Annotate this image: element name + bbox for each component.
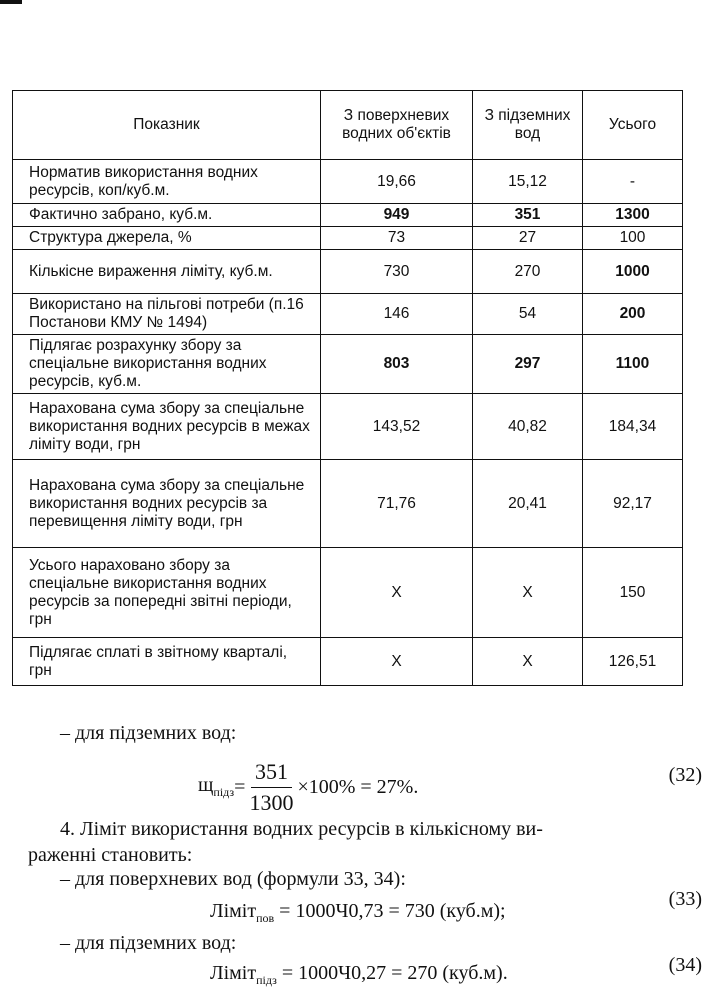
cell-ground: 54 xyxy=(473,294,583,335)
cell-ground: X xyxy=(473,548,583,638)
cell-surface: 143,52 xyxy=(321,394,473,460)
table-row xyxy=(13,638,683,686)
cell-ground: 20,41 xyxy=(473,460,583,548)
row-label: Усього нараховано збору за спеціальне використання водних ресурсів за попередні звітні періоди, грн xyxy=(13,548,321,638)
cell-total: 126,51 xyxy=(583,638,683,686)
cell-total: 150 xyxy=(583,548,683,638)
formula-32-denominator: 1300 xyxy=(249,789,294,815)
row-label: Використано на пільгові потреби (п.16 Постанови КМУ № 1494) xyxy=(13,294,321,335)
row-label: Структура джерела, % xyxy=(13,227,321,250)
header-indicator: Показник xyxy=(13,91,321,160)
formula-32-rest: ×100% = 27%. xyxy=(297,775,419,798)
cell-total: 1000 xyxy=(583,250,683,294)
table-row xyxy=(13,204,683,227)
cell-surface: 19,66 xyxy=(321,160,473,204)
formula-34: Ліміт$_{підз}$ = 1000Ч0,27 = 270 (куб.м). xyxy=(210,962,508,987)
header-total: Усього xyxy=(583,91,683,160)
line-ground-waters-2: – для підземних вод: xyxy=(60,932,237,954)
cell-total: 200 xyxy=(583,294,683,335)
cell-total: 1300 xyxy=(583,204,683,227)
table-row xyxy=(13,294,683,335)
table-row xyxy=(13,250,683,294)
cell-surface: 73 xyxy=(321,227,473,250)
formula-33: Ліміт$_{пов}$ = 1000Ч0,73 = 730 (куб.м); xyxy=(210,900,506,925)
table-row xyxy=(13,394,683,460)
formula-32-numerator: 351 xyxy=(251,759,292,788)
formula-32-fraction xyxy=(249,759,293,816)
table-header-row xyxy=(13,91,683,160)
cell-surface: 146 xyxy=(321,294,473,335)
line-ground-waters: – для підземних вод: xyxy=(60,722,237,744)
cell-ground: 15,12 xyxy=(473,160,583,204)
cell-total: 92,17 xyxy=(583,460,683,548)
table-row xyxy=(13,335,683,394)
cell-total: 1100 xyxy=(583,335,683,394)
row-label: Підлягає розрахунку збору за спеціальне використання водних ресурсів, куб.м. xyxy=(13,335,321,394)
row-label: Нарахована сума збору за спеціальне використання водних ресурсів за перевищення ліміту води, грн xyxy=(13,460,321,548)
line-surface-waters: – для поверхневих вод (формули 33, 34): xyxy=(60,868,406,890)
cell-total: - xyxy=(583,160,683,204)
corner-mark xyxy=(0,0,22,4)
formula-32 xyxy=(198,752,418,822)
cell-ground: 270 xyxy=(473,250,583,294)
row-label: Нарахована сума збору за спеціальне використання водних ресурсів в межах ліміту води, грн xyxy=(13,394,321,460)
table-row xyxy=(13,160,683,204)
equation-number-32: (32) xyxy=(668,764,702,786)
header-surface: З поверхневих водних об'єктів xyxy=(321,91,473,160)
cell-ground: 297 xyxy=(473,335,583,394)
row-label: Підлягає сплаті в звітному кварталі, грн xyxy=(13,638,321,686)
formula-32-lhs: $щ_{підз}$ xyxy=(198,774,235,799)
cell-surface: X xyxy=(321,638,473,686)
cell-surface: 949 xyxy=(321,204,473,227)
cell-surface: X xyxy=(321,548,473,638)
table-row xyxy=(13,460,683,548)
table-row xyxy=(13,548,683,638)
cell-surface: 730 xyxy=(321,250,473,294)
cell-total: 184,34 xyxy=(583,394,683,460)
cell-surface: 803 xyxy=(321,335,473,394)
paragraph-4-line-2: раженні становить: xyxy=(28,844,193,866)
formula-32-eq: = xyxy=(234,775,246,798)
row-label: Кількісне вираження ліміту, куб.м. xyxy=(13,250,321,294)
cell-ground: X xyxy=(473,638,583,686)
table-row xyxy=(13,227,683,250)
row-label: Фактично забрано, куб.м. xyxy=(13,204,321,227)
cell-ground: 40,82 xyxy=(473,394,583,460)
cell-surface: 71,76 xyxy=(321,460,473,548)
paragraph-4-line-1: 4. Ліміт використання водних ресурсів в кількісному ви- xyxy=(60,818,543,840)
cell-total: 100 xyxy=(583,227,683,250)
cell-ground: 27 xyxy=(473,227,583,250)
equation-number-34: (34) xyxy=(668,954,702,976)
header-ground: З підземних вод xyxy=(473,91,583,160)
row-label: Норматив використання водних ресурсів, коп/куб.м. xyxy=(13,160,321,204)
cell-ground: 351 xyxy=(473,204,583,227)
water-fee-table xyxy=(12,90,683,686)
equation-number-33: (33) xyxy=(668,888,702,910)
